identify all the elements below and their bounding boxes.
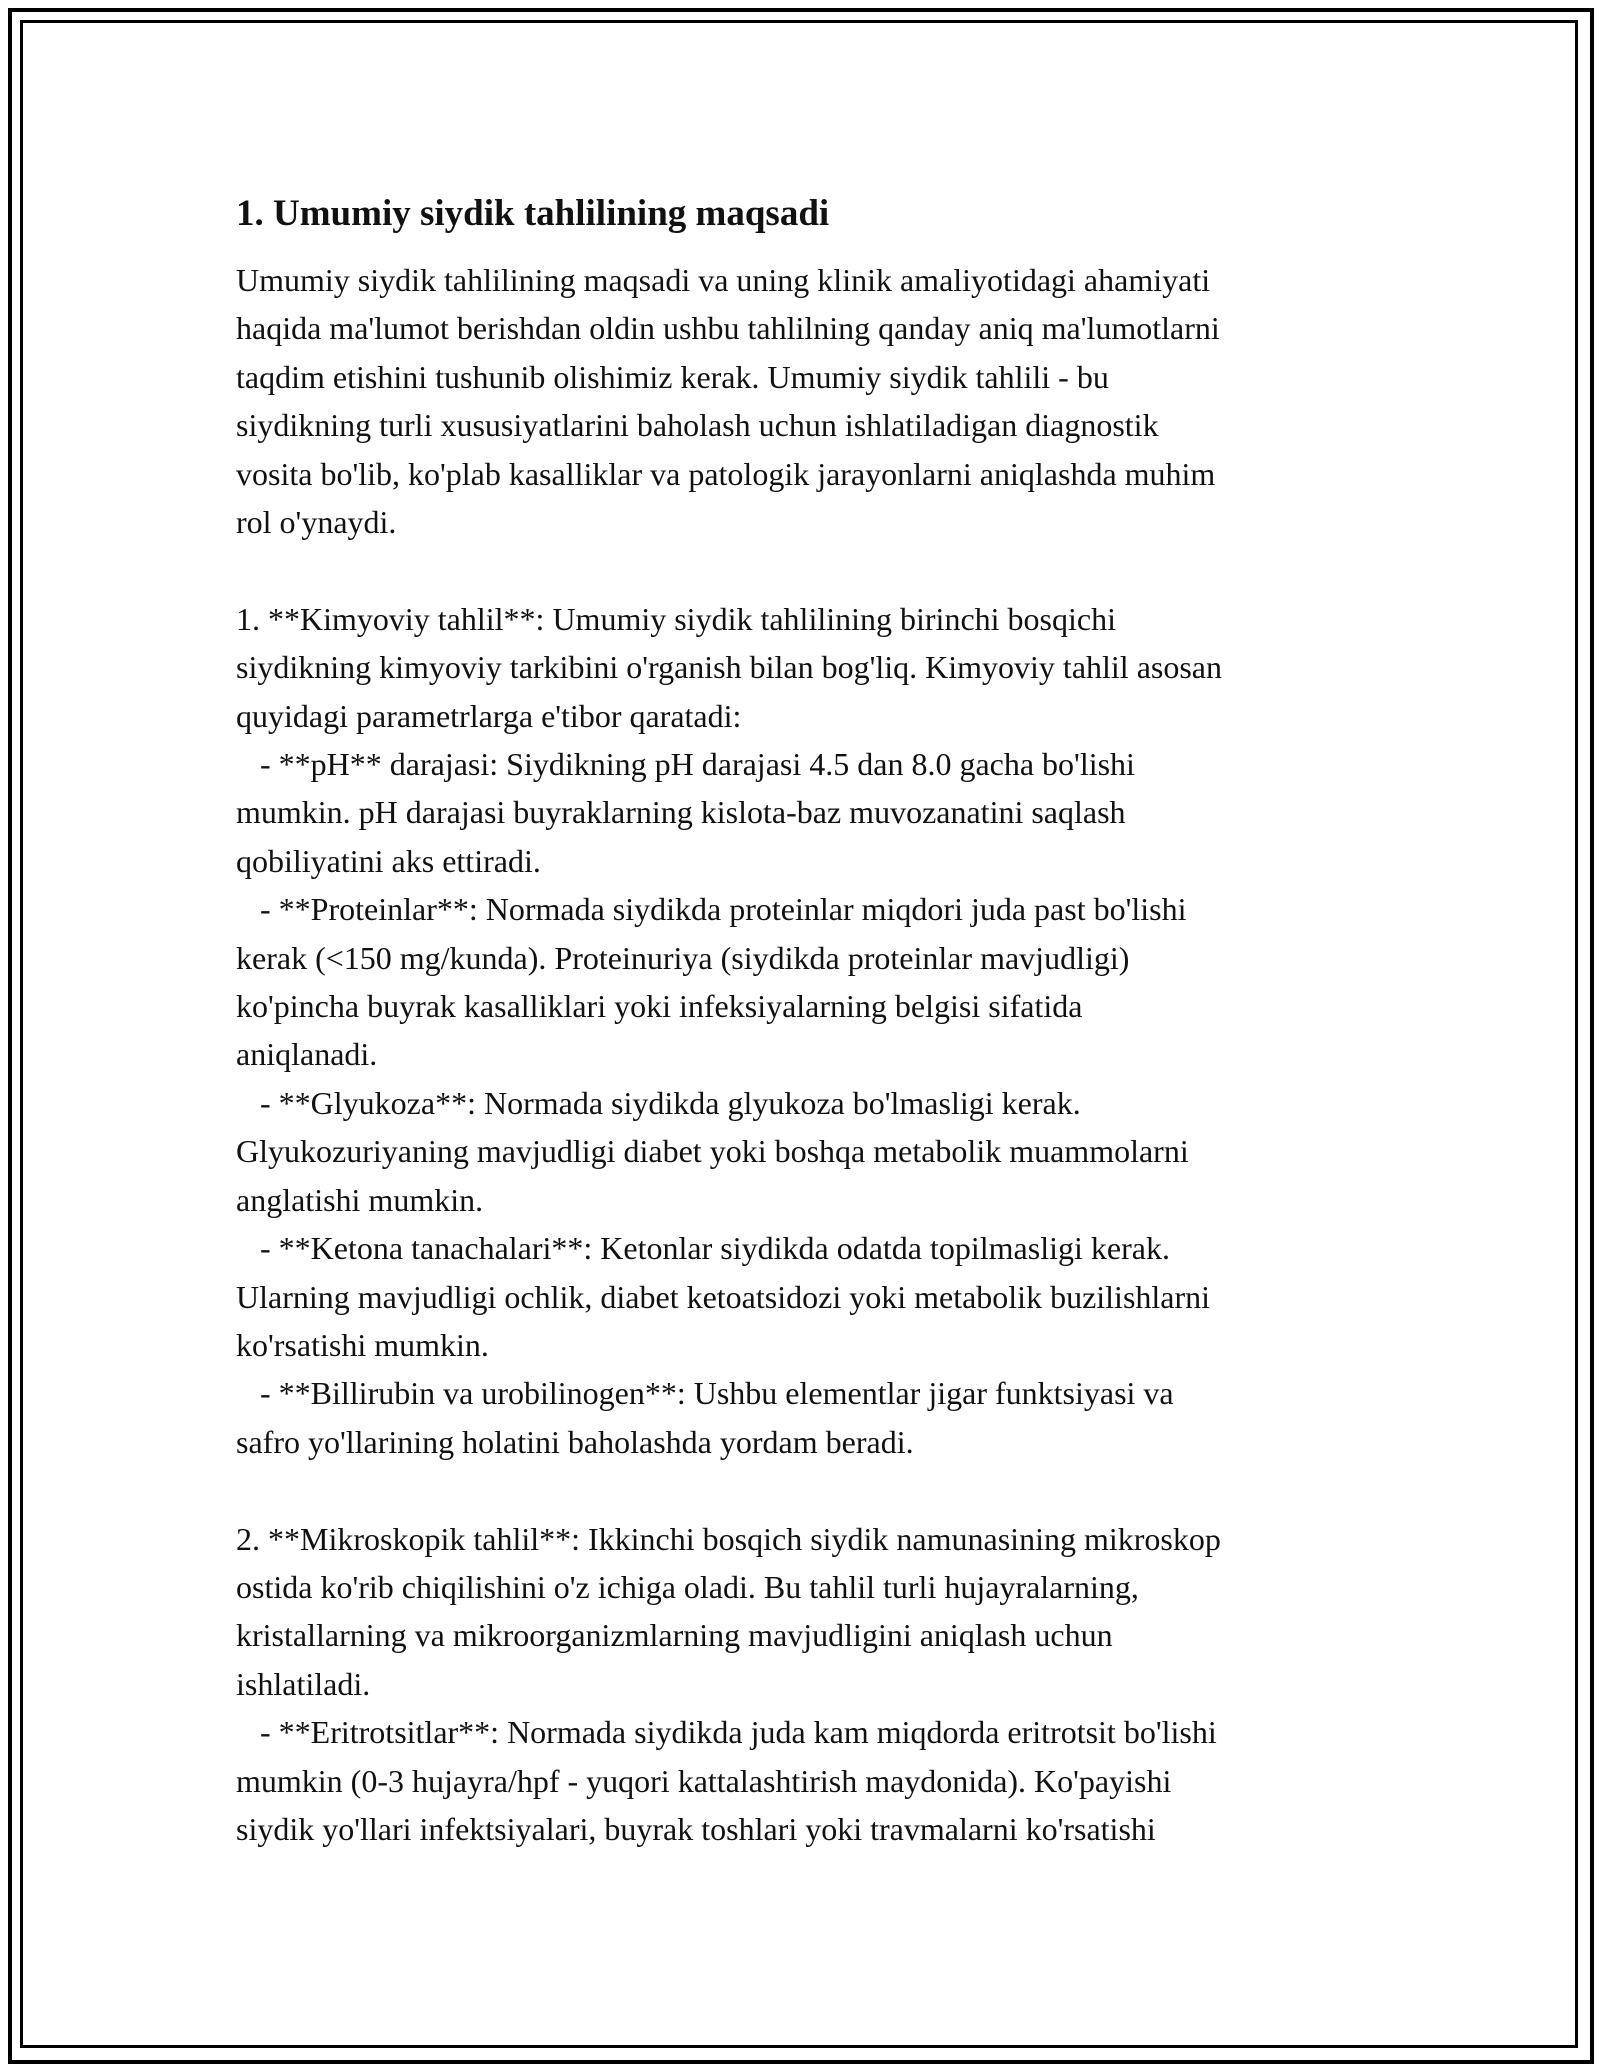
text-line: 2. **Mikroskopik tahlil**: Ikkinchi bosqich siydik namunasining mikroskop [236,1520,1221,1557]
text-line: ko'pincha buyrak kasalliklari yoki infeksiyalarning belgisi sifatida [236,988,1083,1025]
text-line: - **Ketona tanachalari**: Ketonlar siydikda odatda topilmasligi kerak. [236,1230,1170,1267]
text-line: - **Billirubin va urobilinogen**: Ushbu elementlar jigar funktsiyasi va [236,1375,1174,1412]
section-heading: 1. Umumiy siydik tahlilining maqsadi [236,193,830,234]
text-line: kerak (<150 mg/kunda). Proteinuriya (siydikda proteinlar mavjudligi) [236,939,1130,976]
text-line: ko'rsatishi mumkin. [236,1326,489,1363]
text-line: - **pH** darajasi: Siydikning pH darajasi 4.5 dan 8.0 gacha bo'lishi [236,746,1135,783]
text-line: anglatishi mumkin. [236,1181,484,1218]
text-line: haqida ma'lumot berishdan oldin ushbu tahlilning qanday aniq ma'lumotlarni [236,310,1220,347]
text-line: siydikning turli xususiyatlarini baholash uchun ishlatiladigan diagnostik [236,407,1159,444]
body-text [236,256,1386,1853]
text-line: mumkin (0-3 hujayra/hpf - yuqori kattalashtirish maydonida). Ko'payishi [236,1762,1172,1799]
text-line: mumkin. pH darajasi buyraklarning kislota-baz muvozanatini saqlash [236,794,1126,831]
text-line: - **Proteinlar**: Normada siydikda proteinlar miqdori juda past bo'lishi [236,891,1187,928]
text-line: ishlatiladi. [236,1665,371,1702]
text-line: siydik yo'llari infektsiyalari, buyrak toshlari yoki travmalarni ko'rsatishi [236,1810,1156,1847]
text-line: kristallarning va mikroorganizmlarning mavjudligini aniqlash uchun [236,1617,1113,1654]
text-line: Umumiy siydik tahlilining maqsadi va uning klinik amaliyotidagi ahamiyati [236,262,1211,298]
text-line: - **Glyukoza**: Normada siydikda glyukoza bo'lmasligi kerak. [236,1084,1081,1121]
text-line: 1. **Kimyoviy tahlil**: Umumiy siydik tahlilining birinchi bosqichi [236,600,1116,637]
text-line: safro yo'llarining holatini baholashda yordam beradi. [236,1423,914,1460]
text-line: taqdim etishini tushunib olishimiz kerak. Umumiy siydik tahlili - bu [236,358,1109,395]
text-line: quyidagi parametrlarga e'tibor qaratadi: [236,697,742,734]
paragraph-break [236,546,1386,594]
text-line: qobiliyatini aks ettiradi. [236,842,541,879]
text-line: Ularning mavjudligi ochlik, diabet ketoatsidozi yoki metabolik buzilishlarni [236,1278,1211,1315]
text-line: Glyukozuriyaning mavjudligi diabet yoki boshqa metabolik muammolarni [236,1133,1189,1170]
text-line: ostida ko'rib chiqilishini o'z ichiga oladi. Bu tahlil turli hujayralarning, [236,1568,1139,1605]
paragraph-break [236,1466,1386,1514]
document-body [236,182,1386,1853]
text-line: - **Eritrotsitlar**: Normada siydikda juda kam miqdorda eritrotsit bo'lishi [236,1714,1217,1751]
text-line: vosita bo'lib, ko'plab kasalliklar va patologik jarayonlarni aniqlashda muhim [236,455,1216,492]
text-line: rol o'ynaydi. [236,504,397,541]
text-line: siydikning kimyoviy tarkibini o'rganish bilan bog'liq. Kimyoviy tahlil asosan [236,649,1222,686]
text-line: aniqlanadi. [236,1036,378,1073]
